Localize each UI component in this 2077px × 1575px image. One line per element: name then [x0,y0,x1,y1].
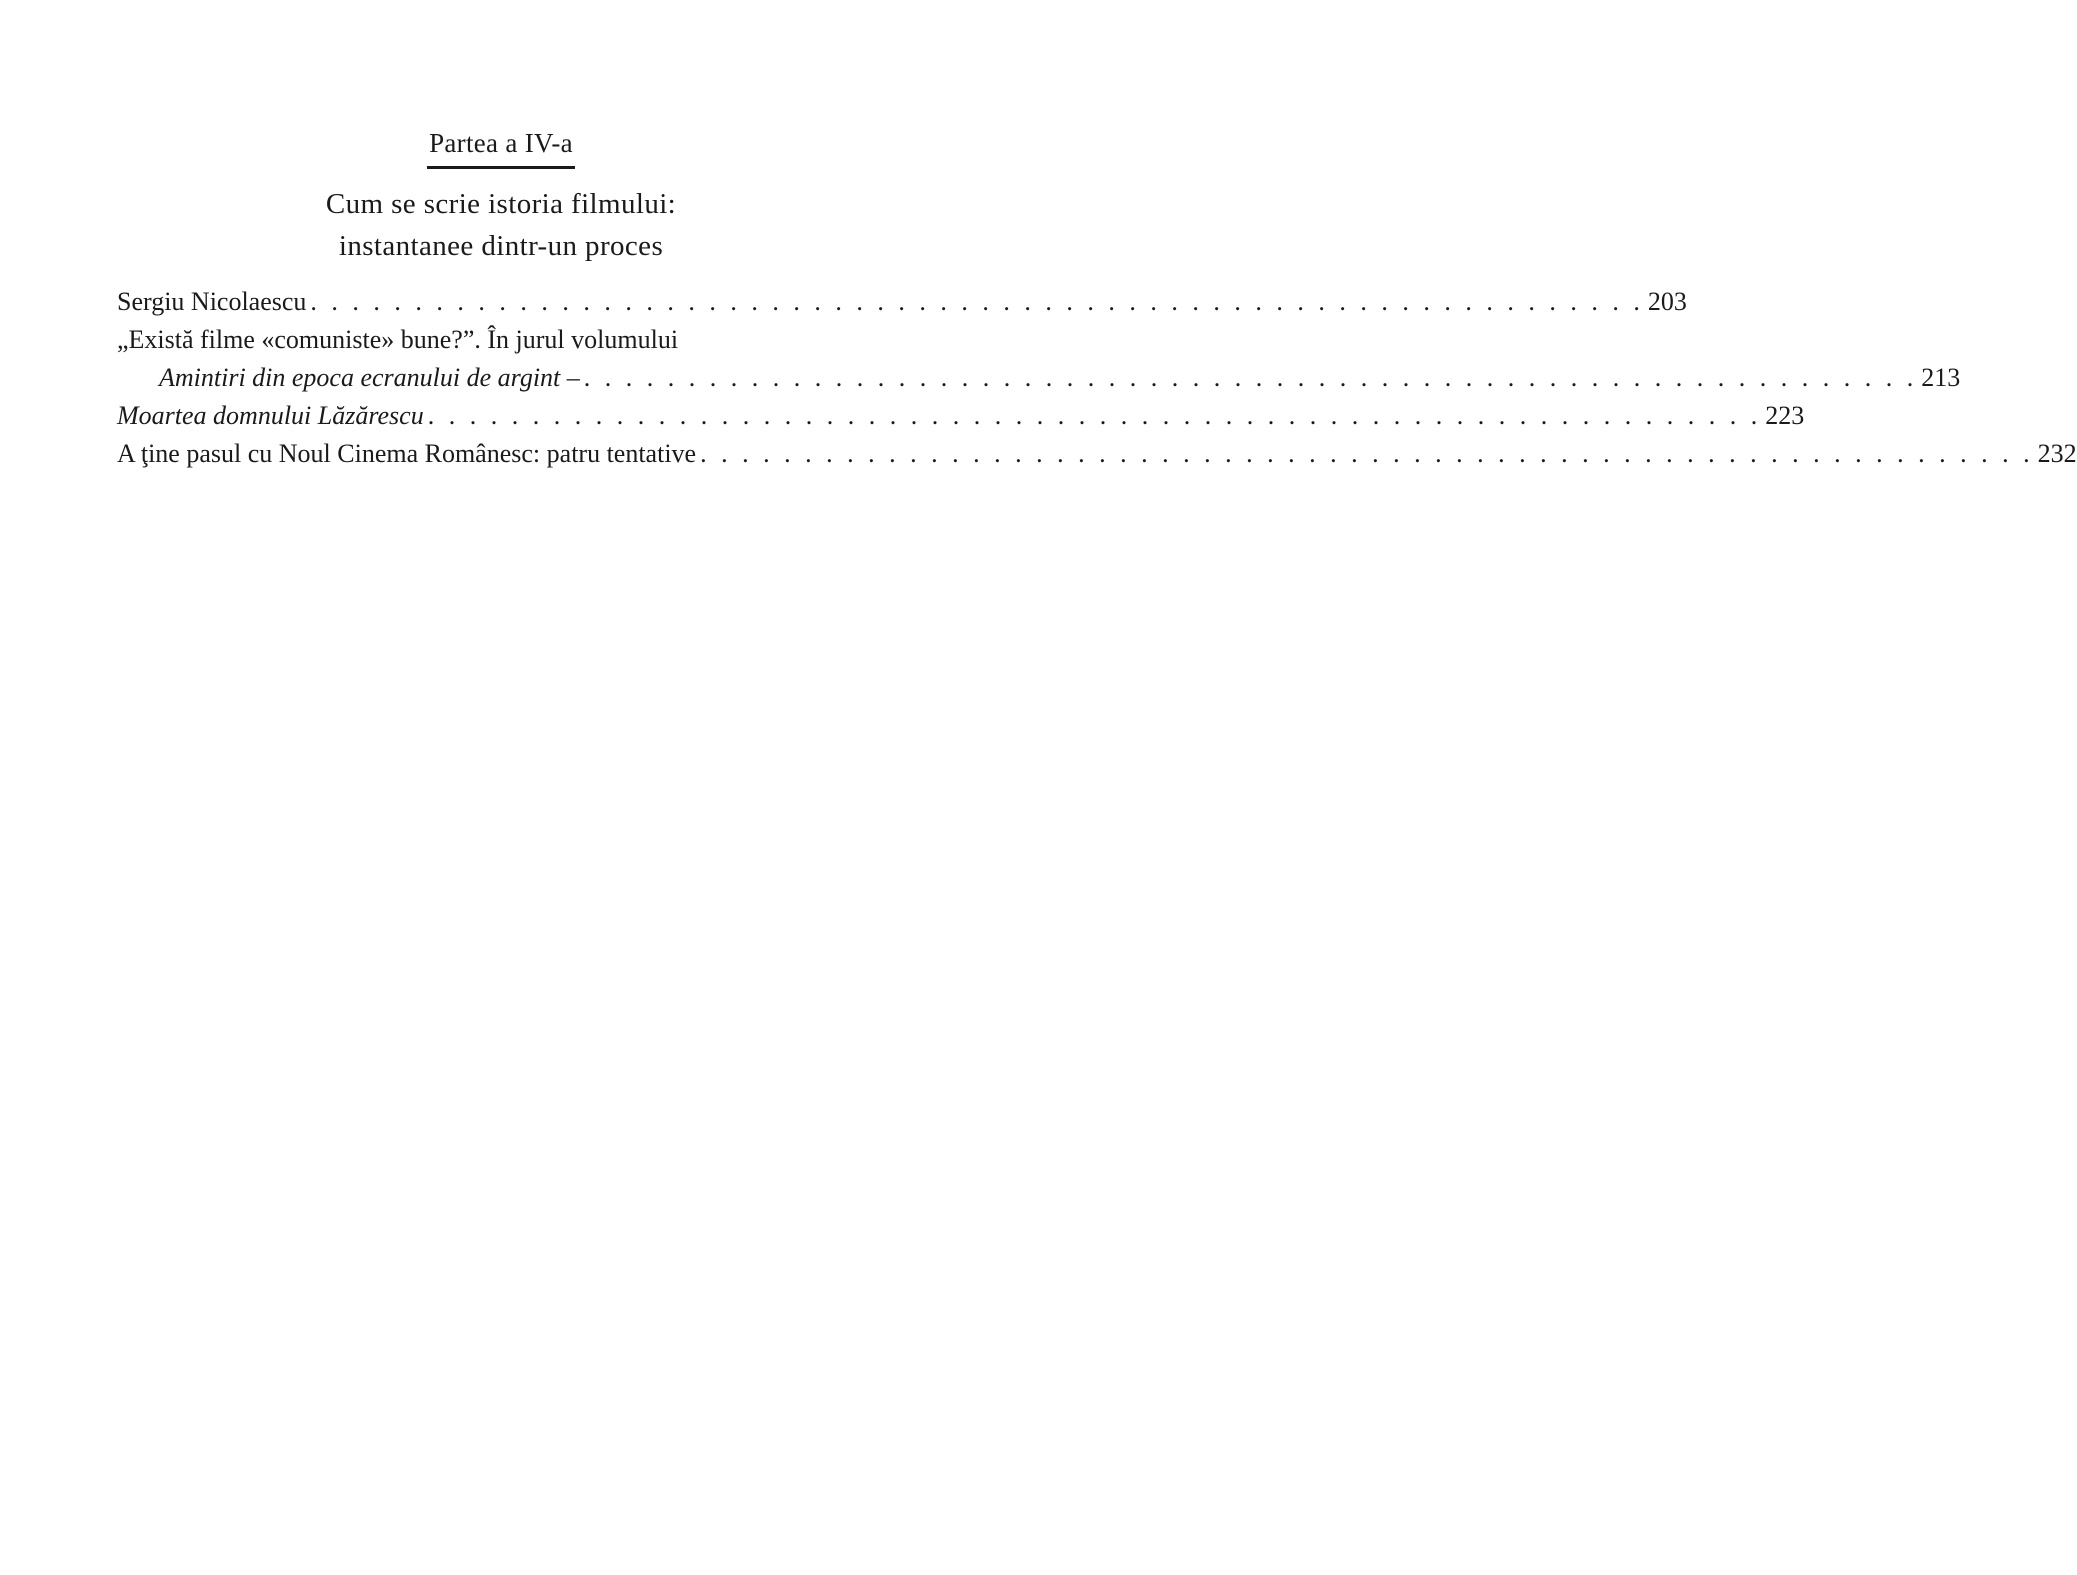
part-label: Partea a IV-a [427,124,575,169]
toc-entry-noul-cinema-romanesc[interactable] [117,435,2077,473]
toc-entry-title: A ţine pasul cu Noul Cinema Românesc: patru tentative [117,439,697,468]
part-title [0,183,1002,267]
toc-dot-leader: . . . . . . . . . . . . . . . . . . . . . . . . . . . . . . . . . . . . . . . . . . . . . . . . . . . . . . . . . . . . . . . . [583,363,1918,392]
toc-entry-title: Moartea domnului Lăzărescu [117,401,424,430]
toc-entry-page: 213 [1921,363,1961,392]
toc-entry-sergiu-nicolaescu[interactable] [117,283,1687,321]
toc-entry-moartea-domnului-lazarescu[interactable] [117,397,1805,435]
part-header [0,124,1002,267]
toc-entry-exista-filme-line-2[interactable] [117,359,1961,397]
toc-dot-leader: . . . . . . . . . . . . . . . . . . . . . . . . . . . . . . . . . . . . . . . . . . . . . . . . . . . . . . . . . . . . . . . . [310,287,1644,316]
toc-entry-title-continued: Amintiri din epoca ecranului de argint – [159,363,580,392]
toc-dot-leader: . . . . . . . . . . . . . . . . . . . . . . . . . . . . . . . . . . . . . . . . . . . . . . . . . . . . . . . . . . . . . . . . [427,401,1762,430]
toc-entry-title: „Există filme «comuniste» bune?”. În jurul volumului [117,325,679,354]
toc-entry-title: Sergiu Nicolaescu [117,287,307,316]
part-title-line-1: Cum se scrie istoria filmului: [325,188,677,220]
toc-entry-page: 203 [1647,287,1687,316]
toc-entry-exista-filme-line-1[interactable] [117,321,877,359]
table-of-contents [117,283,2077,473]
toc-entry-page: 232 [2037,439,2077,468]
part-title-line-2: instantanee dintr-un proces [338,230,664,262]
toc-entry-page: 223 [1765,401,1805,430]
toc-dot-leader: . . . . . . . . . . . . . . . . . . . . . . . . . . . . . . . . . . . . . . . . . . . . . . . . . . . . . . . . . . . . . . . . [700,439,2034,468]
